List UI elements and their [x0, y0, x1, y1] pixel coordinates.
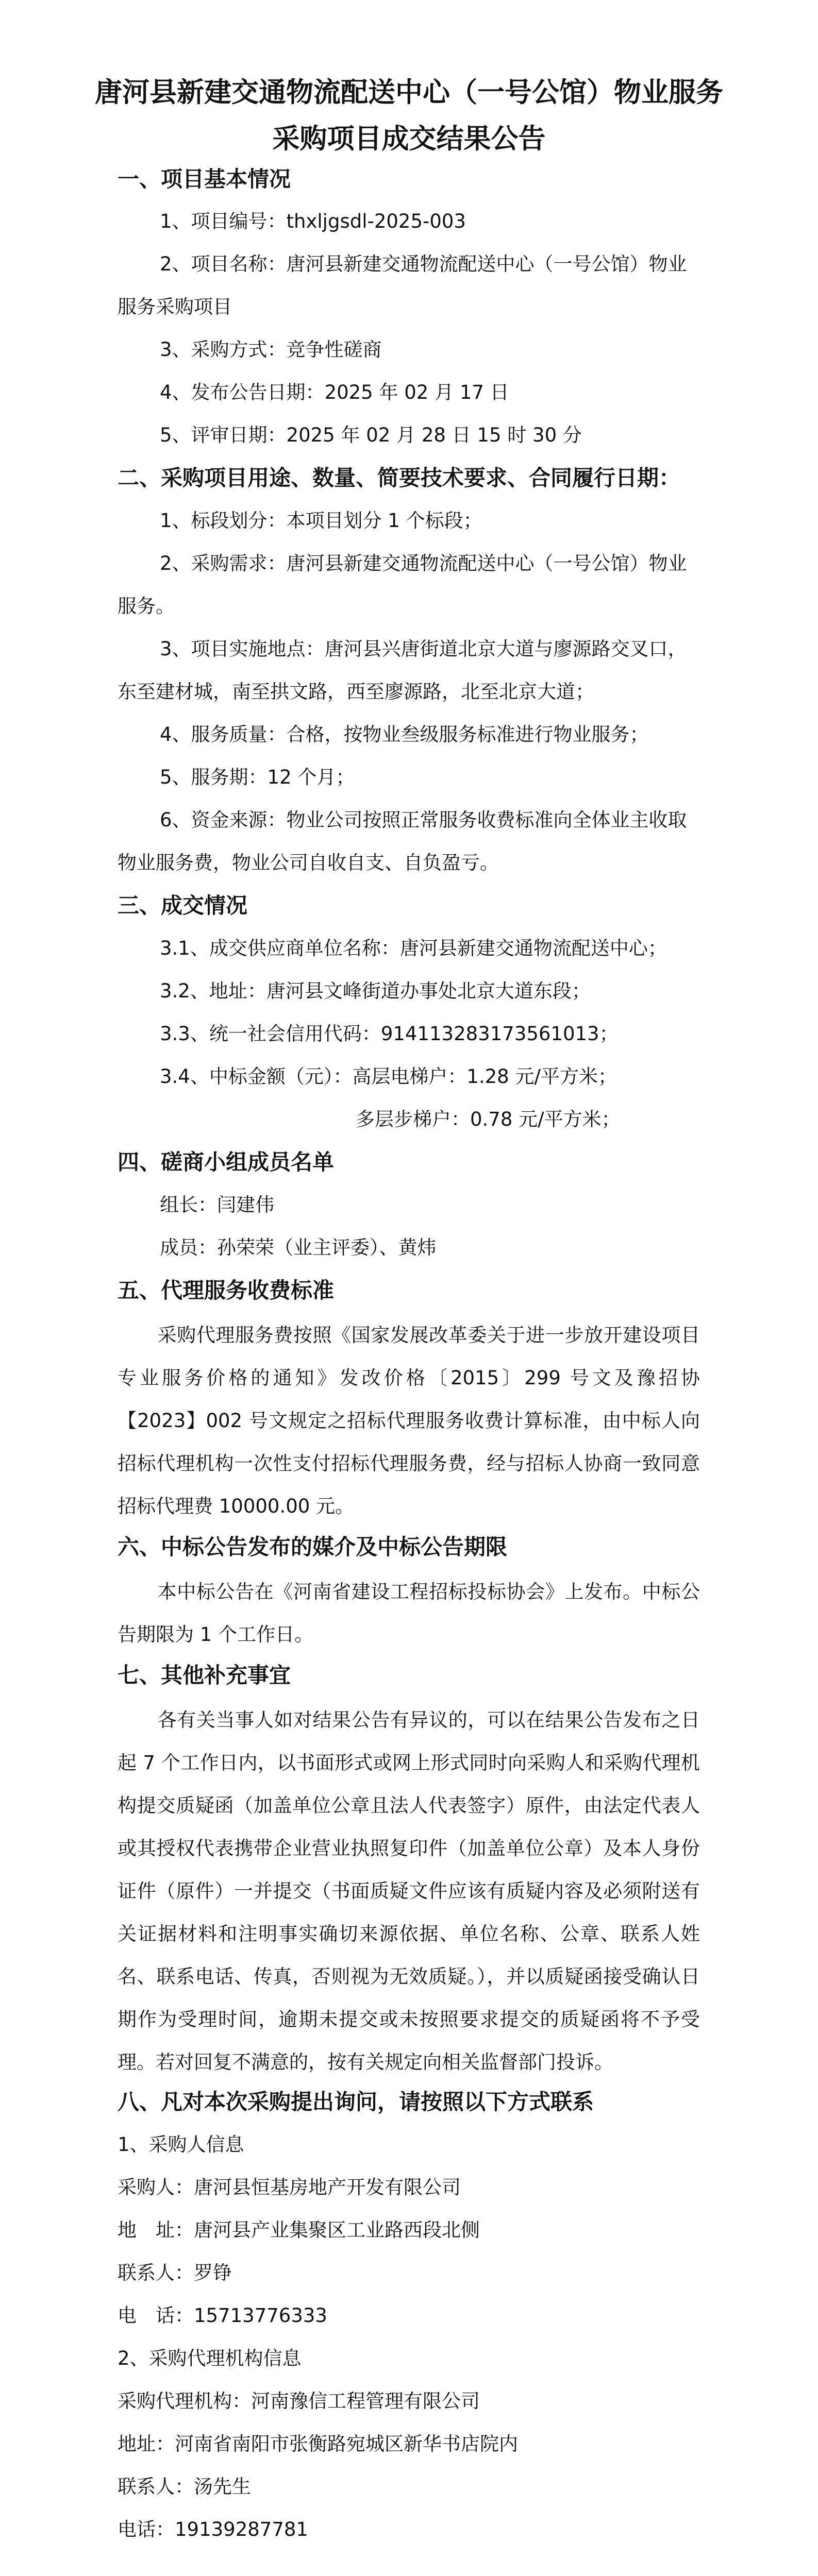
objection-paragraph: 各有关当事人如对结果公告有异议的，可以在结果公告发布之日起 7 个工作日内，以书面形式或网上形式同时向采购人和采购代理机构提交质疑函（加盖单位公章且法人代表签字）原件，由法定代表人或其授权代表携带企业营业执照复印件（加盖单位公章）及本人身份证件（原件）一并提交（书面质疑文件应该有质疑内容及必须附送有关证据材料和注明事实确切来源依据、单位名称、公章、联系人姓名、联系电话、传真，否则视为无效质疑。），并以质疑函接受确认日期作为受理时间，逾期未提交或未按照要求提交的质疑函将不予受理。若对回复不满意的，按有关规定向相关监督部门投诉。 — [118, 1709, 700, 2073]
purchaser-address: 地 址：唐河县产业集聚区工业路西段北侧 — [118, 2219, 480, 2241]
procurement-method: 3、采购方式：竞争性磋商 — [160, 338, 382, 361]
purchaser-info-heading: 1、采购人信息 — [118, 2133, 244, 2156]
project-name-line-1: 2、项目名称：唐河县新建交通物流配送中心（一号公馆）物业 — [160, 253, 687, 275]
section-5-heading: 五、代理服务收费标准 — [118, 1278, 335, 1303]
page-title-line-2: 采购项目成交结果公告 — [272, 123, 546, 155]
purchaser-contact: 联系人：罗铮 — [118, 2262, 232, 2284]
purchaser-name: 采购人：唐河县恒基房地产开发有限公司 — [118, 2176, 461, 2198]
funding-source-line-2: 物业服务费，物业公司自收自支、自负盈亏。 — [118, 852, 499, 874]
project-name-line-2: 服务采购项目 — [118, 296, 232, 318]
section-3-heading: 三、成交情况 — [118, 893, 248, 918]
agency-name: 采购代理机构：河南豫信工程管理有限公司 — [118, 2390, 480, 2412]
section-7-heading: 七、其他补充事宜 — [118, 1663, 291, 1688]
project-number: 1、项目编号：thxljgsdl-2025-003 — [160, 210, 466, 232]
panel-members: 成员：孙荣荣（业主评委）、黄炜 — [160, 1236, 437, 1259]
section-4-heading: 四、磋商小组成员名单 — [118, 1149, 335, 1175]
project-location-line-1: 3、项目实施地点：唐河县兴唐街道北京大道与廖源路交叉口， — [160, 638, 687, 660]
publication-paragraph: 本中标公告在《河南省建设工程招标投标协会》上发布。中标公告期限为 1 个工作日。 — [118, 1581, 700, 1646]
funding-source-line-1: 6、资金来源：物业公司按照正常服务收费标准向全体业主收取 — [160, 809, 687, 831]
section-1-heading: 一、项目基本情况 — [118, 166, 291, 192]
section-8-heading: 八、凡对本次采购提出询问，请按照以下方式联系 — [118, 2089, 594, 2114]
agency-info-heading: 2、采购代理机构信息 — [118, 2347, 302, 2369]
review-date: 5、评审日期：2025 年 02 月 28 日 15 时 30 分 — [160, 424, 582, 446]
procurement-needs-line-2: 服务。 — [118, 595, 175, 617]
panel-leader: 组长：闫建伟 — [160, 1194, 274, 1216]
winning-supplier: 3.1、成交供应商单位名称：唐河县新建交通物流配送中心； — [160, 937, 667, 959]
purchaser-phone: 电 话：15713776333 — [118, 2304, 327, 2327]
winning-amount-high-rise: 3.4、中标金额（元）：高层电梯户：1.28 元/平方米； — [160, 1065, 617, 1088]
agency-fee-paragraph: 采购代理服务费按照《国家发展改革委关于进一步放开建设项目专业服务价格的通知》发改价格〔2015〕299 号文及豫招协【2023】002 号文规定之招标代理服务收费计算标准，由中标人向招标代理机构一次性支付招标代理服务费，经与招标人协商一致同意招标代理费 10000.00 元。 — [118, 1324, 700, 1517]
page-title-line-1: 唐河县新建交通物流配送中心（一号公馆）物业服务 — [95, 77, 723, 108]
section-2-heading: 二、采购项目用途、数量、简要技术要求、合同履行日期： — [118, 465, 681, 490]
procurement-needs-line-1: 2、采购需求：唐河县新建交通物流配送中心（一号公馆）物业 — [160, 552, 687, 574]
winning-amount-multi-storey: 多层步梯户：0.78 元/平方米； — [356, 1108, 621, 1130]
service-quality: 4、服务质量：合格，按物业叁级服务标准进行物业服务； — [160, 723, 649, 745]
service-period: 5、服务期：12 个月； — [160, 766, 355, 788]
section-6-heading: 六、中标公告发布的媒介及中标公告期限 — [118, 1534, 508, 1560]
agency-address: 地址：河南省南阳市张衡路宛城区新华书店院内 — [118, 2433, 518, 2455]
lot-division: 1、标段划分：本项目划分 1 个标段； — [160, 510, 482, 532]
agency-contact: 联系人：汤先生 — [118, 2476, 251, 2498]
credit-code: 3.3、统一社会信用代码：914113283173561013； — [160, 1023, 619, 1045]
supplier-address: 3.2、地址：唐河县文峰街道办事处北京大道东段； — [160, 980, 591, 1002]
agency-phone: 电话：19139287781 — [118, 2518, 308, 2540]
announce-date: 4、发布公告日期：2025 年 02 月 17 日 — [160, 381, 509, 403]
project-location-line-2: 东至建材城，南至拱文路，西至廖源路，北至北京大道； — [118, 681, 594, 703]
